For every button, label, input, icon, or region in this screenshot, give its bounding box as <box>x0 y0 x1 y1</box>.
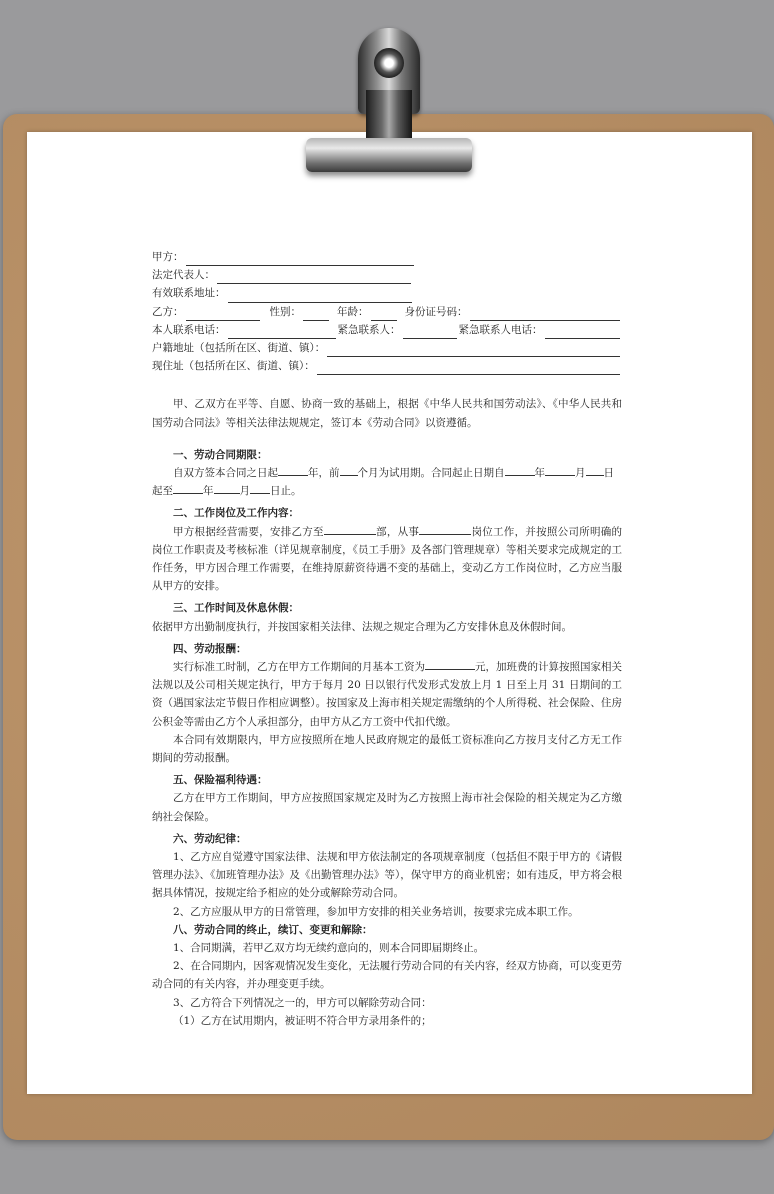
field-household-address <box>152 339 622 357</box>
text: 起至 <box>152 485 173 498</box>
input-line <box>186 308 260 321</box>
section-5-title: 五、保险福利待遇： <box>173 774 268 787</box>
text: 元，加班费的计算按照国家相关法规以及公司相关规定执行，甲方于每月 20 日以银行代发形式发放上月 1 日至上月 31 日期间的工资（遇国家法定节假日作相应调整）。按国家及上海市相关规定需缴纳的个人所得税、社会保险、住房公积金等需由乙方个人承担部分，由甲方从乙方工资中代扣代缴。 <box>152 660 622 728</box>
text: 年，前 <box>308 466 340 479</box>
field-label: 户籍地址（包括所在区、街道、镇）： <box>152 341 326 354</box>
text: 自双方签本合同之日起 <box>173 466 278 479</box>
section-6-title: 六、劳动纪律： <box>173 832 247 845</box>
binder-clip-jaw-icon <box>306 138 472 172</box>
input-line <box>228 290 412 303</box>
text: 日止。 <box>270 485 302 498</box>
input-line <box>327 344 620 357</box>
intro-paragraph: 甲、乙双方在平等、自愿、协商一致的基础上，根据《中华人民共和国劳动法》、《中华人民共和国劳动合同法》等相关法律法规规定，签订本《劳动合同》以资遵循。 <box>152 398 622 429</box>
field-label: 性别： <box>269 305 301 318</box>
field-label: 本人联系电话： <box>152 323 226 336</box>
section-4-paragraph-1 <box>152 658 622 731</box>
text: 部，从事 <box>375 525 420 538</box>
text: 岗位工作，并按照公司所明确的岗位工作职责及考核标准（详见规章制度，《员工手册》及各部门管理规章）等相关要求完成规定的工作任务，甲方因合理工作需要，在维持原薪资待遇不变的基础上，变动乙方工作岗位时，乙方应当服从甲方的安排。 <box>152 525 623 593</box>
text: 个月为试用期。合同起止日期自 <box>357 466 505 479</box>
field-label: 有效联系地址： <box>152 287 226 300</box>
section-8-paragraph-4: （1）乙方在试用期内，被证明不符合甲方录用条件的； <box>173 1014 432 1027</box>
text: 月 <box>575 466 586 479</box>
section-1-line-1 <box>152 464 622 482</box>
field-label: 法定代表人： <box>152 269 215 282</box>
section-4-paragraph-2: 本合同有效期限内，甲方应按照所在地人民政府规定的最低工资标准向乙方按月支付乙方无工作期间的劳动报酬。 <box>152 733 622 764</box>
section-5-paragraph: 乙方在甲方工作期间，甲方应按照国家规定及时为乙方按照上海市社会保险的相关规定为乙方缴纳社会保险。 <box>152 792 622 823</box>
text: 日 <box>603 466 614 479</box>
section-6-paragraph-2: 2、乙方应服从甲方的日常管理，参加甲方安排的相关业务培训，按要求完成本职工作。 <box>173 905 579 918</box>
section-6-paragraph-1: 1、乙方应自觉遵守国家法律、法规和甲方依法制定的各项规章制度（包括但不限于甲方的《请假管理办法》、《加班管理办法》及《出勤管理办法》等），保守甲方的商业机密；如有违反，甲方将会根据具体情况，按规定给予相应的处分或解除劳动合同。 <box>152 850 622 900</box>
section-4-title: 四、劳动报酬： <box>173 642 247 655</box>
section-3-paragraph: 依据甲方出勤制度执行，并按国家相关法律、法规之规定合理为乙方安排休息及休假时间。 <box>152 620 572 633</box>
field-label: 现住址（包括所在区、街道、镇）： <box>152 360 315 373</box>
input-line <box>317 362 620 375</box>
section-2-paragraph <box>152 523 622 596</box>
section-8-paragraph-2: 2、在合同期内，因客观情况发生变化，无法履行劳动合同的有关内容，经双方协商，可以变更劳动合同的有关内容，并办理变更手续。 <box>152 960 622 991</box>
field-jia <box>152 248 622 266</box>
section-8-paragraph-3: 3、乙方符合下列情况之一的，甲方可以解除劳动合同： <box>173 996 432 1009</box>
input-line <box>217 271 411 284</box>
field-label: 紧急联系人电话： <box>458 323 543 336</box>
text: 年 <box>203 485 214 498</box>
input-line <box>403 326 457 339</box>
field-phone <box>152 321 622 339</box>
field-label: 紧急联系人： <box>337 323 401 336</box>
text: 甲方根据经营需要，安排乙方至 <box>173 525 324 538</box>
field-label: 乙方： <box>152 305 184 318</box>
input-line <box>545 326 621 339</box>
field-legal-rep <box>152 266 622 284</box>
input-line <box>303 308 329 321</box>
binder-clip-spine-icon <box>366 90 412 142</box>
input-line <box>371 308 397 321</box>
input-line <box>186 253 414 266</box>
field-label: 甲方： <box>152 250 184 263</box>
text: 年 <box>534 466 545 479</box>
contract-document <box>152 248 622 1030</box>
input-line <box>228 326 336 339</box>
input-line <box>470 308 621 321</box>
text: 实行标准工时制，乙方在甲方工作期间的月基本工资为 <box>173 660 425 673</box>
section-1-line-2 <box>152 482 622 500</box>
field-address <box>152 284 622 302</box>
field-label: 身份证号码： <box>404 305 468 318</box>
section-8-title: 八、劳动合同的终止，续订、变更和解除： <box>173 923 373 936</box>
field-label: 年龄： <box>337 305 369 318</box>
section-8-paragraph-1: 1、合同期满，若甲乙双方均无续约意向的，则本合同即届期终止。 <box>173 942 485 954</box>
section-3-title: 三、工作时间及休息休假： <box>173 602 299 615</box>
section-1-title: 一、劳动合同期限： <box>173 448 268 461</box>
field-yi <box>152 303 622 321</box>
text: 月 <box>239 485 250 498</box>
binder-clip-hole-icon <box>374 48 404 78</box>
section-2-title: 二、工作岗位及工作内容： <box>173 507 299 520</box>
field-current-address <box>152 357 622 375</box>
